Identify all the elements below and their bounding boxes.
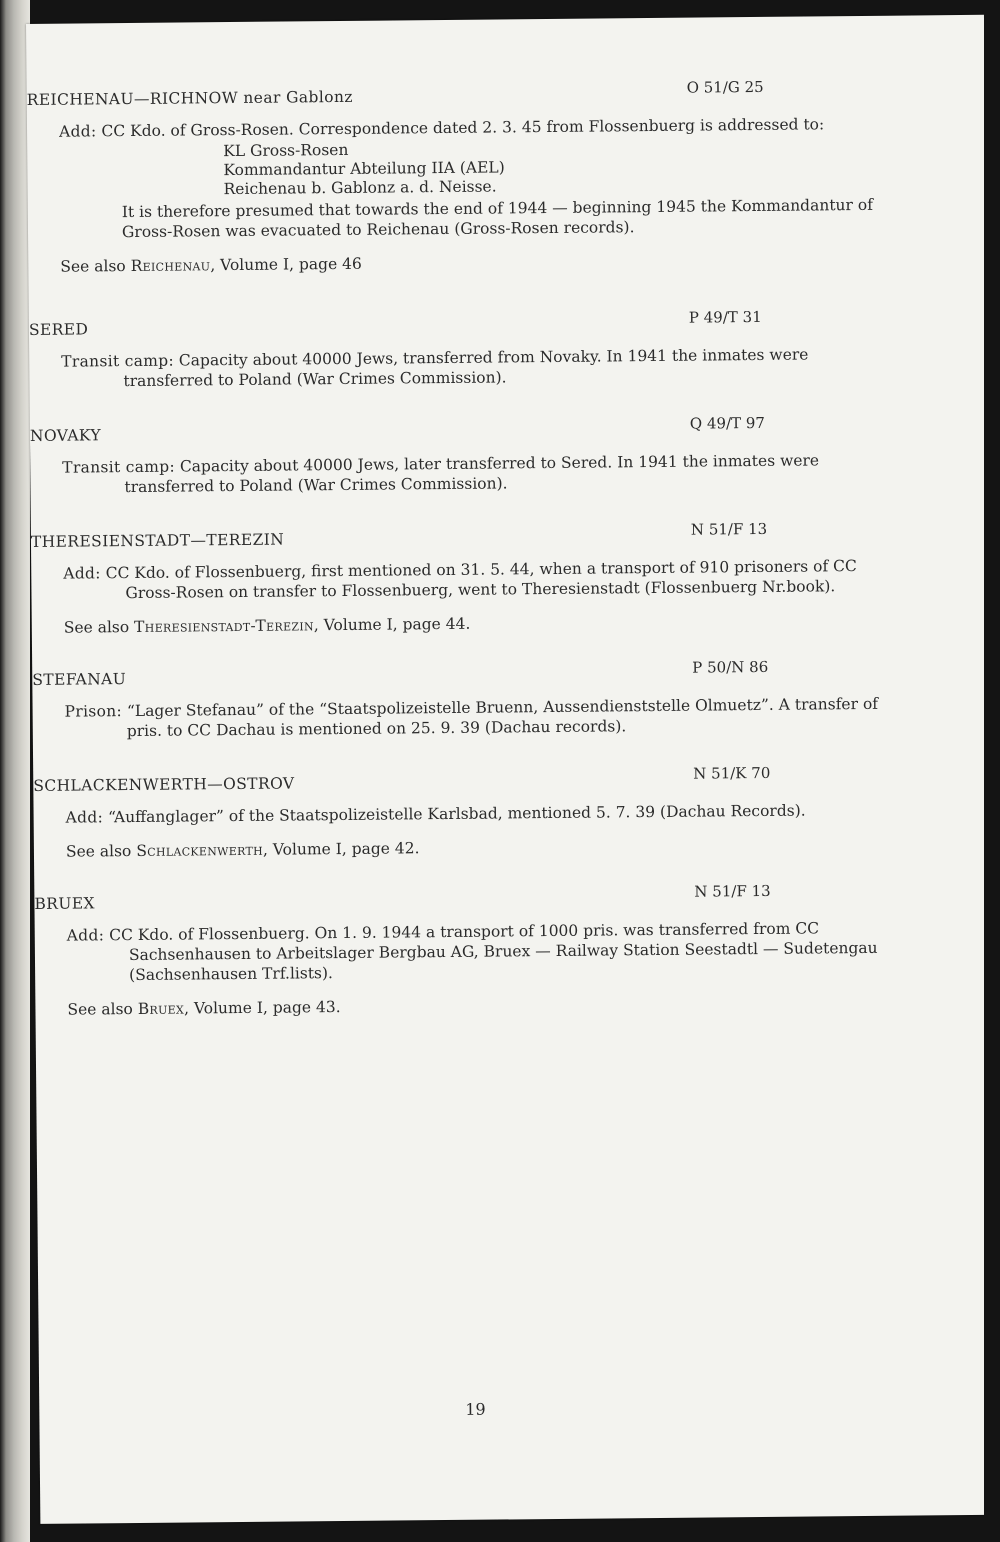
address-block (223, 136, 908, 200)
entry-description (67, 918, 885, 986)
entry-description (62, 450, 879, 498)
entry-text: “Lager Stefanau” of the “Staatspolizeistelle Bruenn, Aussendienststelle Olmuetz”. A transfer of pris. to CC Dachau is mentioned on 25. 9. 39 (Dachau records). (126, 694, 879, 741)
entry-stefanau (32, 657, 913, 742)
place-name: SERED (28, 320, 89, 339)
entry-type-label: Add: (63, 564, 101, 583)
see-also-prefix: See also (63, 618, 130, 637)
grid-reference: Q 49/T 97 (689, 413, 766, 433)
address-line: KL Gross-Rosen (223, 140, 349, 161)
entry-description (65, 694, 882, 742)
place-name: SCHLACKENWERTH—OSTROV (33, 774, 295, 795)
entry-heading (32, 657, 912, 692)
book-spine-shadow (0, 0, 30, 1542)
entry-heading (33, 763, 913, 798)
grid-reference: O 51/G 25 (686, 77, 764, 97)
entry-type-label: Add: (66, 926, 105, 945)
address-line: Reichenau b. Gablonz a. d. Neisse. (223, 177, 497, 199)
entry-type-label: Transit camp: (61, 351, 175, 371)
place-name: NOVAKY (29, 426, 102, 445)
entry-heading (26, 77, 907, 112)
entry-type-label: Add: (58, 122, 97, 141)
address-line: Kommandantur Abteilung IIA (AEL) (223, 158, 505, 180)
right-background-edge (984, 0, 1000, 1542)
see-also-reference (64, 610, 912, 638)
entry-text: Capacity about 40000 Jews, later transferred to Sered. In 1941 the inmates were transferred to Poland (War Crimes Commission). (124, 451, 820, 497)
see-also-reference (60, 249, 908, 277)
entry-heading (30, 519, 911, 554)
entry-theresienstadt (30, 519, 912, 638)
entry-reichenau (26, 77, 909, 277)
grid-reference: N 51/F 13 (690, 519, 768, 539)
entry-text: “Auffanglager” of the Staatspolizeistelle Karlsbad, mentioned 5. 7. 39 (Dachau Records). (107, 801, 806, 827)
see-also-name: Theresienstadt-Terezin (134, 616, 314, 636)
entry-heading (29, 413, 910, 448)
see-also-reference (66, 834, 914, 862)
see-also-suffix: , Volume I, page 42. (262, 839, 420, 859)
entry-type-label: Prison: (64, 702, 123, 721)
see-also-suffix: , Volume I, page 44. (313, 614, 471, 635)
entry-type-label: Add: (65, 808, 104, 827)
page-number: 19 (465, 1399, 486, 1419)
entry-text: CC Kdo. of Flossenbuerg, first mentioned on 31. 5. 44, when a transport of 910 prisoners of CC Gross-Rosen on transfer to Flossenbuerg, went to Theresienstadt (Flossenbuerg Nr.book). (105, 557, 857, 603)
see-also-prefix: See also (60, 257, 126, 276)
place-name: THERESIENSTADT—TEREZIN (30, 530, 285, 551)
entry-bruex (34, 881, 915, 1020)
place-name: REICHENAU—RICHNOW near Gablonz (26, 87, 353, 109)
entry-heading (34, 881, 914, 916)
entry-heading (28, 307, 909, 342)
grid-reference: N 51/K 70 (693, 763, 771, 783)
see-also-suffix: , Volume I, page 43. (184, 998, 341, 1018)
grid-reference: P 50/N 86 (692, 657, 769, 677)
entry-description (61, 344, 878, 392)
grid-reference: N 51/F 13 (694, 881, 771, 901)
entry-note: It is therefore presumed that towards the end of 1944 — beginning 1945 the Kommandantur of Gross-Rosen was evacuated to Reichenau (Gross-Rosen records). (121, 195, 873, 242)
entry-text: CC Kdo. of Gross-Rosen. Correspondence dated 2. 3. 45 from Flossenbuerg is addressed to: (101, 115, 825, 141)
entry-description (63, 556, 880, 604)
see-also-name: Bruex (137, 999, 185, 1018)
see-also-name: Reichenau (130, 256, 211, 276)
place-name: STEFANAU (32, 670, 127, 689)
place-name: BRUEX (34, 894, 96, 913)
entry-text: Capacity about 40000 Jews, transferred from Novaky. In 1941 the inmates were transferred to Poland (War Crimes Commission). (123, 345, 809, 391)
entry-type-label: Transit camp: (62, 457, 176, 477)
see-also-prefix: See also (67, 1000, 133, 1019)
entry-description (66, 800, 883, 828)
entry-novaky (29, 413, 911, 498)
entry-sered (28, 307, 910, 392)
see-also-prefix: See also (65, 842, 132, 861)
see-also-name: Schlackenwerth (136, 840, 264, 860)
grid-reference: P 49/T 31 (688, 307, 762, 327)
entry-schlackenwerth (33, 763, 914, 862)
entry-text: CC Kdo. of Flossenbuerg. On 1. 9. 1944 a transport of 1000 pris. was transferred from CC Sachsenhausen to Arbeitslager Bergbau AG, Bruex — Railway Station Seestadtl — Sudetengau (Sachsenhausen Trf.lists). (109, 919, 878, 985)
see-also-reference (67, 992, 915, 1020)
book-page (26, 15, 998, 1524)
see-also-suffix: , Volume I, page 46 (210, 254, 362, 275)
